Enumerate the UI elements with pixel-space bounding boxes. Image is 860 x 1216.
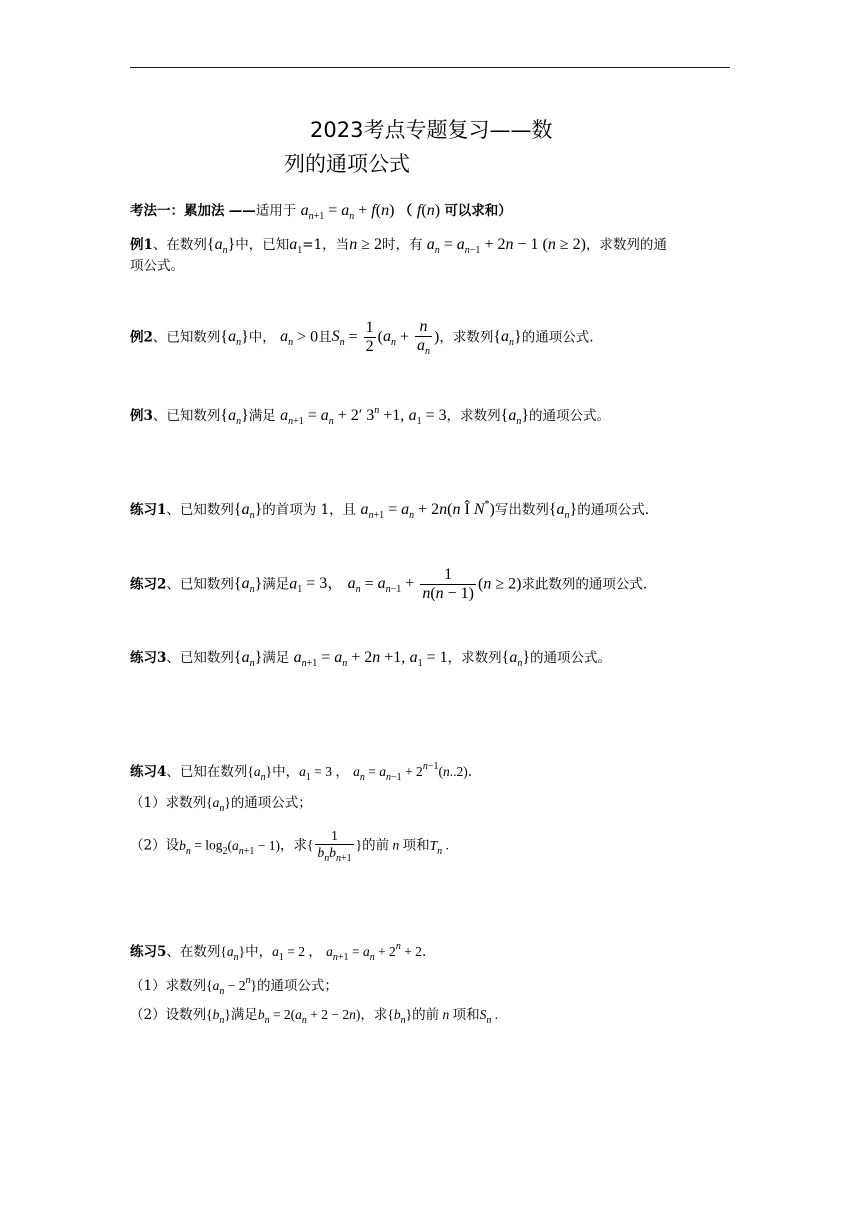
practice-2-label: 练习2 bbox=[130, 576, 167, 593]
title-line-1: 2023考点专题复习——数 bbox=[310, 118, 553, 142]
practice-5-q2: （2）设数列$\{b_n\}$满足$b_n = 2(a_n + 2 - 2n)$，求$\{b_n\}$的前 n 项和$S_n$ . bbox=[130, 1007, 499, 1026]
example-1-cont: 项公式。 bbox=[130, 258, 184, 274]
example-1: 例1、在数列$\{a_n\}$中，已知$a_1=1$，当n ≥ 2时，有 $a_n = a_{n-1} + 2n - 1$ (n ≥ 2)，求数列的通 bbox=[130, 236, 667, 256]
practice-5-label: 练习5 bbox=[130, 944, 167, 960]
practice-5-q1: （1）求数列$\{a_n - 2^n\}$的通项公式； bbox=[130, 975, 338, 997]
title-line-2: 列的通项公式 bbox=[284, 152, 410, 176]
practice-4-label: 练习4 bbox=[130, 764, 167, 780]
example-1-label: 例1 bbox=[130, 237, 153, 253]
practice-3: 练习3、已知数列$\{a_n\}$满足 $a_{n+1} = a_n + 2n +1$, $a_1 = 1$，求数列$\{a_n\}$的通项公式。 bbox=[130, 649, 612, 669]
header-rule bbox=[130, 67, 730, 68]
practice-4-q2: （2）设$b_n = \log_2(a_{n+1} - 1)$，求{ $\frac{1}{b_nb_{n+1}}$ }的前 n 项和$T_n$ . bbox=[130, 828, 449, 864]
method-heading: 考法一：累加法 ——适用于 $a_{n+1} = a_n + f(n)$ （ f(n) 可以求和） bbox=[130, 202, 512, 222]
practice-1-label: 练习1 bbox=[130, 502, 167, 518]
practice-4-q1: （1）求数列$\{a_n\}$的通项公式； bbox=[130, 795, 312, 814]
example-3: 例3、已知数列$\{a_n\}$满足 $a_{n+1} = a_n + 2'$ $3^n +1$, $a_1 = 3$，求数列$\{a_n\}$的通项公式。 bbox=[130, 405, 611, 427]
example-3-label: 例3 bbox=[130, 408, 153, 424]
practice-4: 练习4、已知在数列$\{a_n\}$中，$a_1 = 3$ ， $a_n = a_{n-1} + 2^{n-1}(n..2)$. bbox=[130, 761, 472, 783]
example-2: 例2、已知数列$\{a_n\}$中， $a_n > 0$且$S_n$ = $\frac{1}{2}$ ($a_n$ + $\frac{n}{a_n}$ )，求数列$\{a_n\}$的通项公式. bbox=[130, 318, 594, 358]
practice-2: 练习2、已知数列$\{a_n\}$满足$a_1 = 3$， $a_n = a_{n-1}$ + $\frac{1}{n(n - 1)}$ (n ≥ 2)求此数列的通项公式. bbox=[130, 566, 648, 603]
example-2-label: 例2 bbox=[130, 329, 153, 346]
practice-3-label: 练习3 bbox=[130, 650, 167, 666]
practice-1: 练习1、已知数列$\{a_n\}$的首项为 1，且 $a_{n+1} = a_n + 2n(n$ Î N*)写出数列$\{a_n\}$的通项公式. bbox=[130, 499, 649, 521]
method-label: 考法一：累加法 bbox=[130, 203, 225, 219]
practice-5: 练习5、在数列$\{a_n\}$中，$a_1 = 2$ ， $a_{n+1} = a_n + 2^n + 2$. bbox=[130, 941, 427, 963]
